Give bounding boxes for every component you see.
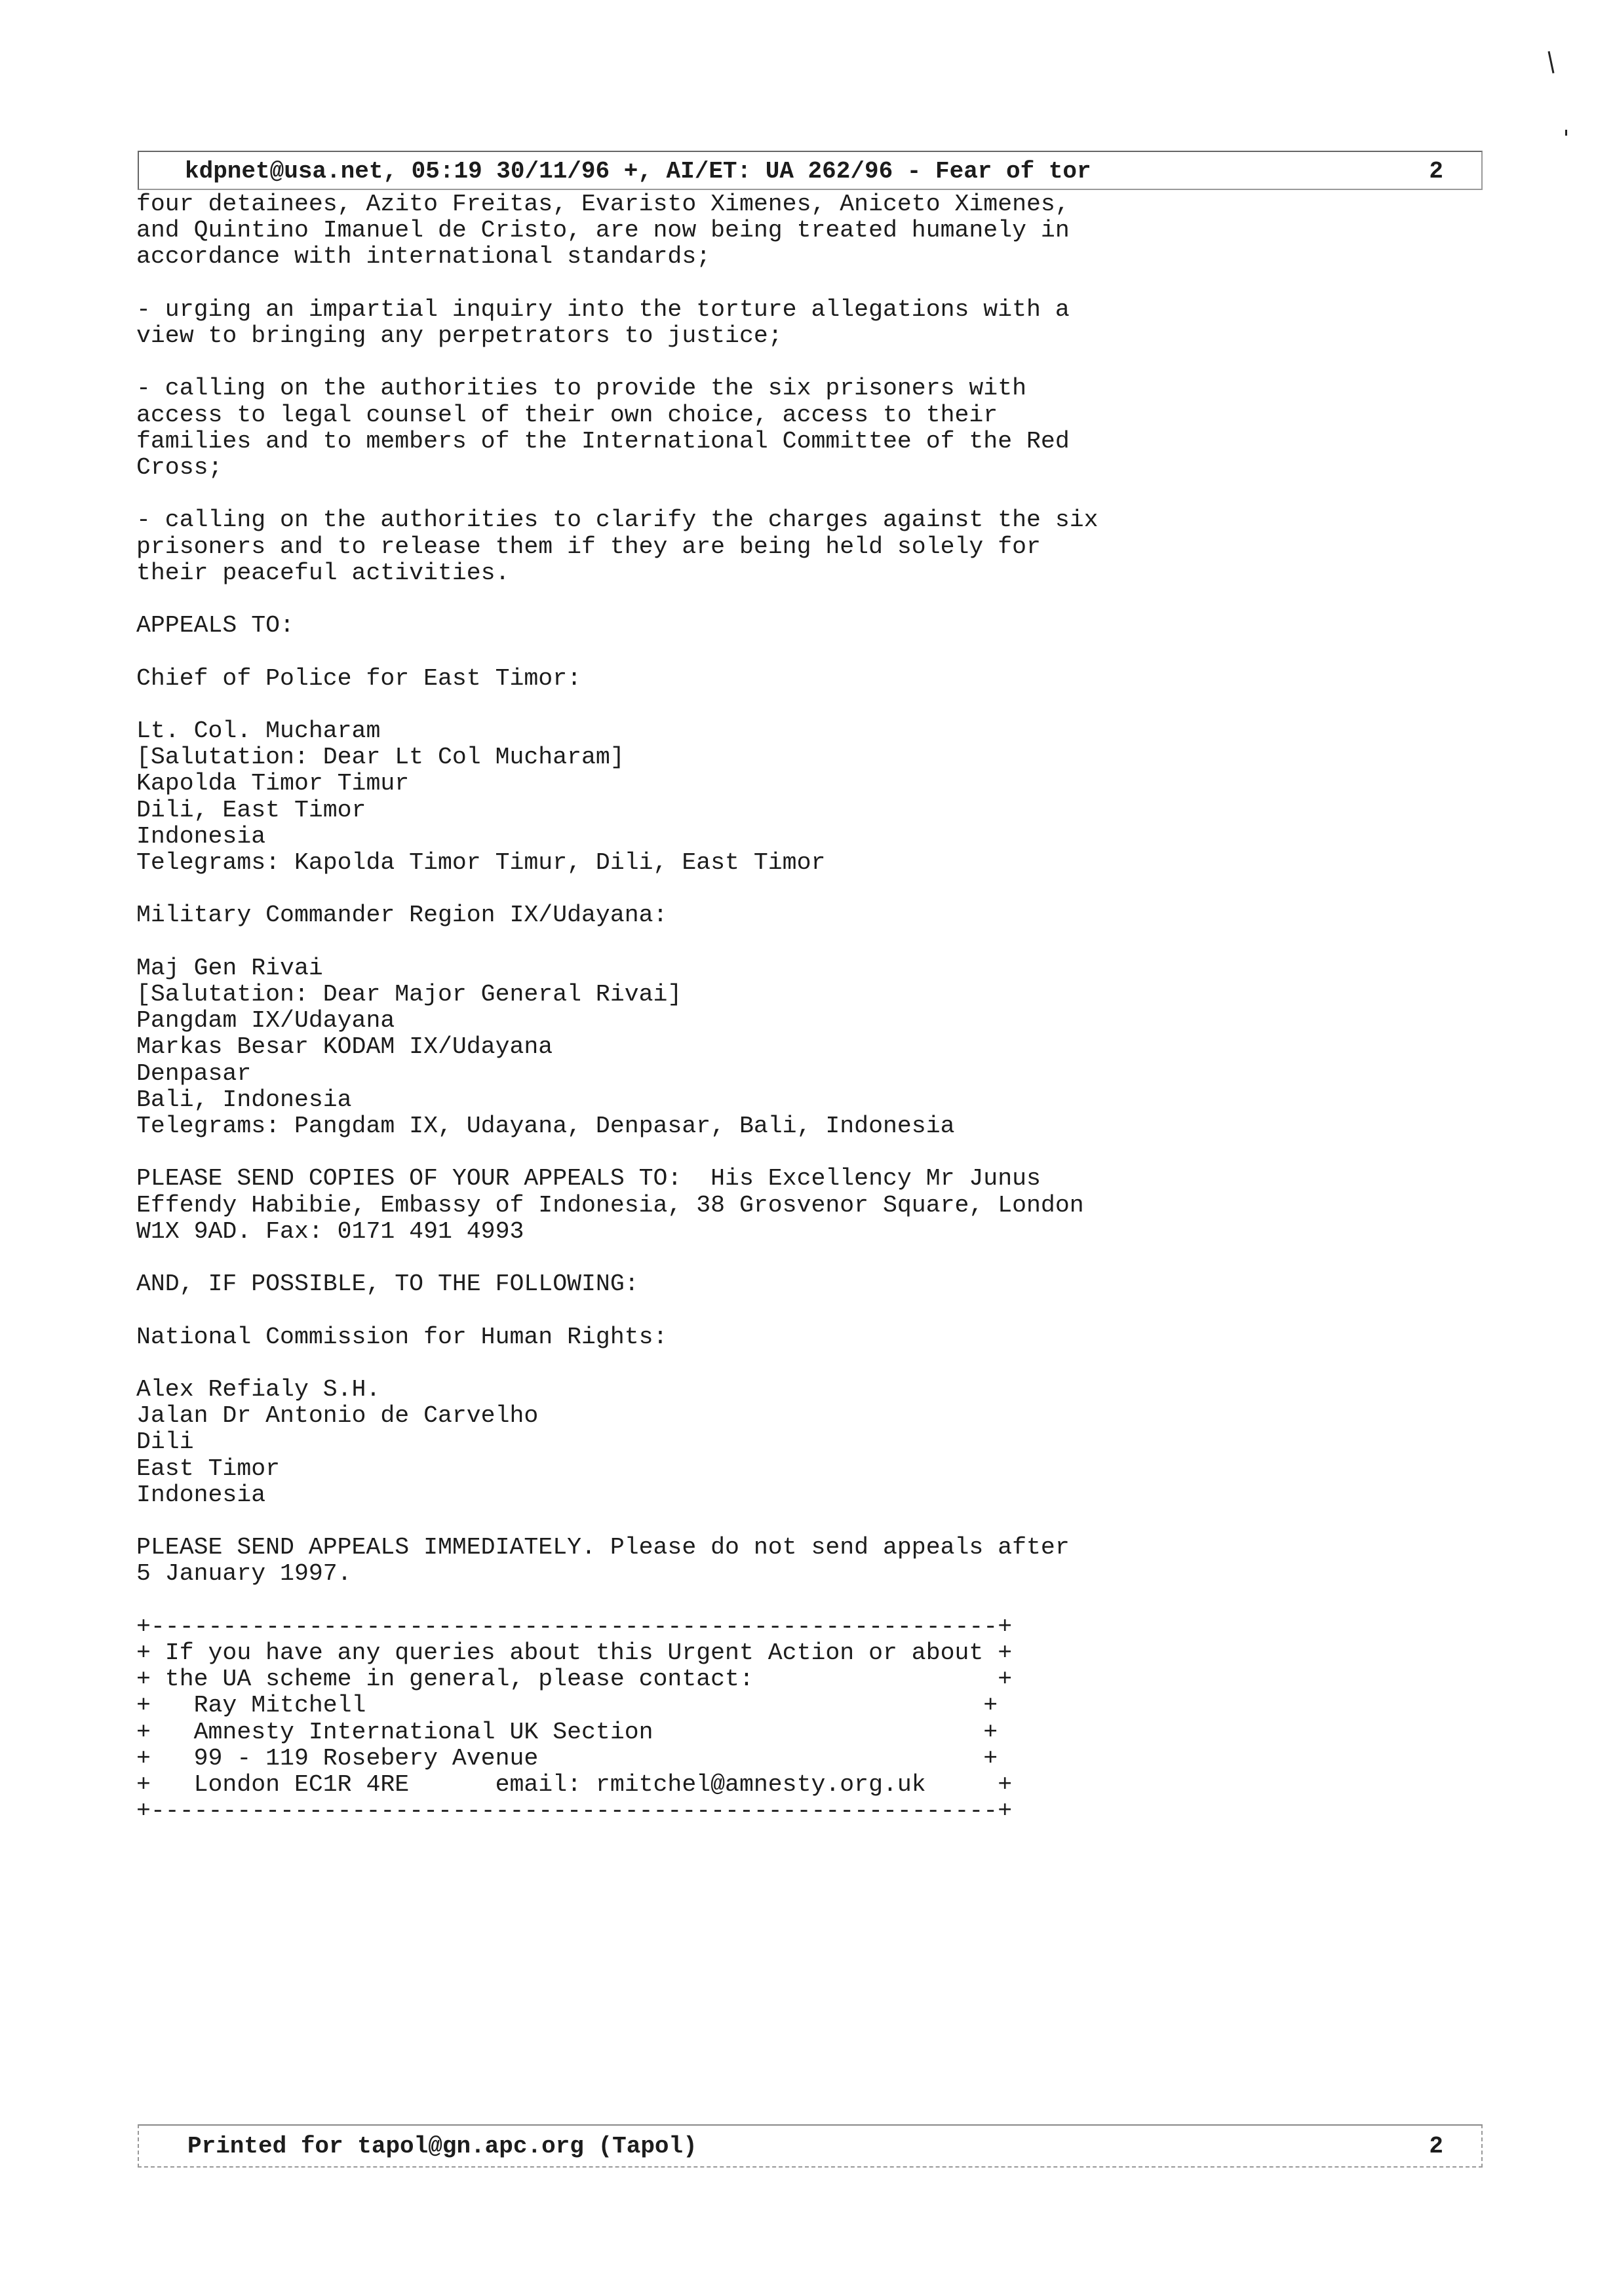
text-line: families and to members of the International Committee of the Red (136, 427, 1070, 455)
text-line: and Quintino Imanuel de Cristo, are now being treated humanely in (136, 217, 1070, 244)
text-line: accordance with international standards; (136, 243, 711, 271)
text-line: four detainees, Azito Freitas, Evaristo Ximenes, Aniceto Ximenes, (136, 191, 1070, 218)
paragraph (136, 613, 1382, 639)
text-line: +-----------------------------------------------------------+ (136, 1613, 1013, 1640)
text-line: Denpasar (136, 1060, 252, 1087)
text-line: Cross; (136, 454, 223, 481)
text-line: National Commission for Human Rights: (136, 1323, 668, 1350)
text-line: [Salutation: Dear Lt Col Mucharam] (136, 744, 625, 771)
paragraph (136, 1271, 1382, 1297)
text-line: Lt. Col. Mucharam (136, 717, 381, 744)
text-line: - urging an impartial inquiry into the torture allegations with a (136, 296, 1070, 323)
paragraph (136, 1166, 1382, 1245)
footer-title: Printed for tapol@gn.apc.org (Tapol) (187, 2133, 697, 2160)
paragraph (136, 718, 1382, 876)
text-line: Indonesia (136, 822, 266, 850)
paragraph (136, 1324, 1382, 1350)
header-bar (138, 151, 1483, 190)
text-line: Dili (136, 1428, 194, 1456)
footer-bar (138, 2124, 1483, 2168)
header-title: kdpnet@usa.net, 05:19 30/11/96 +, AI/ET: UA 262/96 - Fear of tor (185, 158, 1091, 185)
paragraph (136, 375, 1382, 481)
text-line: + London EC1R 4RE email: rmitchel@amnesty.org.uk + (136, 1770, 1013, 1798)
paragraph (136, 1535, 1382, 1587)
text-line: Pangdam IX/Udayana (136, 1007, 395, 1035)
text-line: Markas Besar KODAM IX/Udayana (136, 1033, 553, 1061)
document-body (136, 191, 1382, 1824)
text-line: Alex Refialy S.H. (136, 1375, 381, 1403)
text-line: Jalan Dr Antonio de Carvelho (136, 1402, 539, 1430)
scan-speck (1565, 130, 1567, 136)
paragraph (136, 666, 1382, 692)
text-line: + Ray Mitchell + (136, 1692, 998, 1719)
text-line: - calling on the authorities to provide the six prisoners with (136, 375, 1027, 402)
text-line: + 99 - 119 Rosebery Avenue + (136, 1744, 998, 1772)
footer-page-number: 2 (1429, 2133, 1443, 2160)
paragraph (136, 902, 1382, 928)
header-page-number: 2 (1429, 158, 1443, 185)
paragraph (136, 1614, 1382, 1825)
text-line: PLEASE SEND COPIES OF YOUR APPEALS TO: His Excellency Mr Junus (136, 1165, 1041, 1193)
text-line: 5 January 1997. (136, 1560, 352, 1588)
text-line: Dili, East Timor (136, 796, 366, 824)
text-line: prisoners and to release them if they are being held solely for (136, 533, 1041, 560)
text-line: +-----------------------------------------------------------+ (136, 1797, 1013, 1825)
paragraph (136, 955, 1382, 1139)
text-line: Effendy Habibie, Embassy of Indonesia, 38 Grosvenor Square, London (136, 1191, 1084, 1219)
text-line: W1X 9AD. Fax: 0171 491 4993 (136, 1217, 524, 1245)
paragraph (136, 191, 1382, 271)
paragraph (136, 1377, 1382, 1508)
text-line: + If you have any queries about this Urgent Action or about + (136, 1639, 1013, 1666)
text-line: - calling on the authorities to clarify the charges against the six (136, 507, 1099, 534)
paragraph (136, 297, 1382, 349)
text-line: AND, IF POSSIBLE, TO THE FOLLOWING: (136, 1271, 639, 1298)
text-line: APPEALS TO: (136, 612, 294, 640)
text-line: + the UA scheme in general, please contact: + (136, 1666, 1013, 1693)
text-line: + Amnesty International UK Section + (136, 1718, 998, 1746)
scan-mark (1547, 51, 1554, 73)
text-line: [Salutation: Dear Major General Rivai] (136, 980, 682, 1008)
text-line: Telegrams: Kapolda Timor Timur, Dili, East Timor (136, 849, 826, 876)
paragraph (136, 507, 1382, 586)
text-line: PLEASE SEND APPEALS IMMEDIATELY. Please do not send appeals after (136, 1534, 1070, 1561)
text-line: Indonesia (136, 1481, 266, 1508)
text-line: East Timor (136, 1455, 281, 1482)
text-line: their peaceful activities. (136, 559, 510, 586)
text-line: Bali, Indonesia (136, 1086, 352, 1113)
text-line: Maj Gen Rivai (136, 954, 323, 982)
text-line: Military Commander Region IX/Udayana: (136, 902, 668, 929)
text-line: view to bringing any perpetrators to justice; (136, 322, 783, 349)
text-line: access to legal counsel of their own choice, access to their (136, 401, 998, 429)
text-line: Chief of Police for East Timor: (136, 664, 582, 692)
text-line: Kapolda Timor Timur (136, 770, 410, 797)
text-line: Telegrams: Pangdam IX, Udayana, Denpasar, Bali, Indonesia (136, 1112, 955, 1139)
